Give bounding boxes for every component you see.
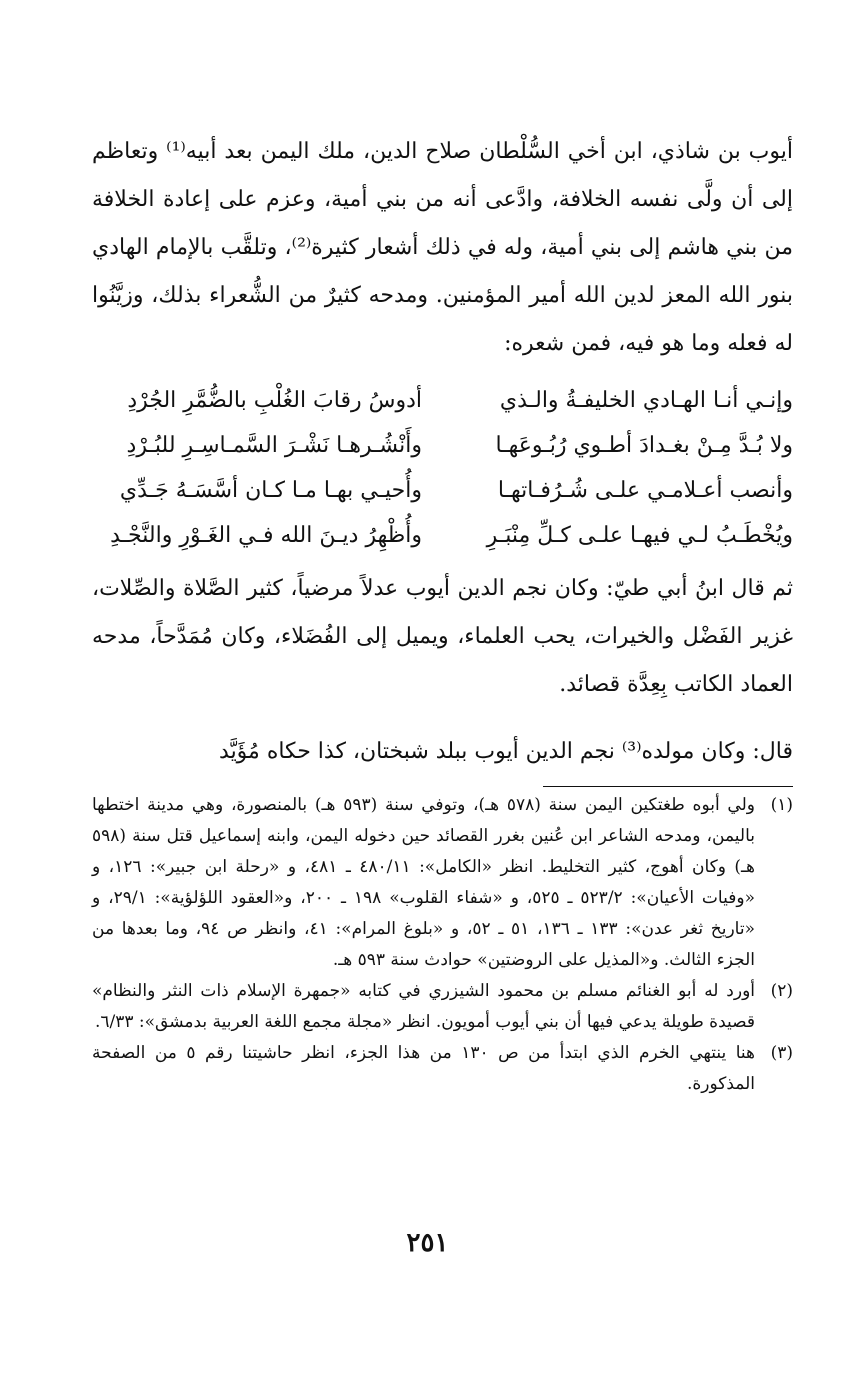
footnote-text: ولي أبوه طغتكين اليمن سنة (٥٧٨ هـ)، وتوفي سنة (٥٩٣ هـ) بالمنصورة، وهي مدينة اختطها باليمن، ومدحه الشاعر ابن عُنين بغرر القصائد حين دخوله اليمن، وابنه إسماعيل قتل سنة (٥٩٨ هـ) وكان أهوج، كثير التخليط. انظر «الكامل»: ٤٨٠/١١ ـ ٤٨١، و «رحلة ابن جبير»: ١٢٦، و «وفيات الأعيان»: ٥٢٣/٢ ـ ٥٢٥، و «شفاء القلوب» ١٩٨ ـ ٢٠٠، و«العقود اللؤلؤية»: ٢٩/١، و «تاريخ ثغر عدن»: ١٣٣ ـ ١٣٦، ٥١ ـ ٥٢، و «بلوغ المرام»: ٤١، وانظر ص ٩٤، وما بعدها من الجزء الثالث. و«المذيل على الروضتين» حوادث سنة ٥٩٣ هـ. [92, 795, 755, 970]
verse-line [92, 468, 793, 513]
footnote-number: (٣) [770, 1043, 793, 1063]
footnote-number: (٢) [770, 981, 793, 1001]
footnote-separator [543, 786, 793, 787]
body-paragraph-1: أيوب بن شاذي، ابن أخي السُّلْطان صلاح الدين، ملك اليمن بعد أبيه⁽¹⁾ وتعاظم إلى أن ولَّى نفسه الخلافة، وادَّعى أنه من بني أمية، وعزم على إعادة الخلافة من بني هاشم إلى بني أمية، وله في ذلك أشعار كثيرة⁽²⁾، وتلقَّب بالإمام الهادي بنور الله المعز لدين الله أمير المؤمنين. ومدحه كثيرٌ من الشُّعراء بذلك، وزيَّنُوا له فعله وما هو فيه، فمن شعره: [92, 139, 793, 356]
verse-first-hemistich: ولا بُـدَّ مِـنْ بغـدادَ أطـوي رُبُـوعَهـا [495, 433, 793, 458]
body-paragraph-3: قال: وكان مولده⁽³⁾ نجم الدين أيوب ببلد شبختان، كذا حكاه مُؤَيَّد [219, 739, 793, 764]
footnote-number: (١) [770, 795, 793, 815]
poem-verses [92, 378, 793, 558]
verse-first-hemistich: وأنصب أعـلامـي علـى شُـرُفـاتهـا [497, 478, 793, 503]
verse-line [92, 513, 793, 558]
verse-second-hemistich: أدوسُ رقابَ الغُلْبِ بالضُّمَّرِ الجُرْدِ [127, 388, 422, 413]
footnote [92, 976, 793, 1038]
verse-second-hemistich: وأُظْهِرُ ديـنَ الله فـي الغَـوْرِ والنَّجْـدِ [110, 523, 422, 548]
verse-line [92, 423, 793, 468]
verse-first-hemistich: وإنـي أنـا الهـادي الخليفـةُ والـذي [499, 388, 793, 413]
footnote-text: أورد له أبو الغنائم مسلم بن محمود الشيزري في كتابه «جمهرة الإسلام ذات النثر والنظام» قصيدة طويلة يدعي فيها أن بني أيوب أمويون. انظر «مجلة مجمع اللغة العربية بدمشق»: ٦/٣٣. [92, 981, 755, 1032]
footnote-text: هنا ينتهي الخرم الذي ابتدأ من ص ١٣٠ من هذا الجزء، انظر حاشيتنا رقم ٥ من الصفحة المذكورة. [92, 1043, 756, 1094]
verse-second-hemistich: وأُحيـي بهـا مـا كـان أسَّسَـهُ جَـدِّي [119, 478, 422, 503]
footnote [92, 1038, 793, 1100]
verse-second-hemistich: وأَنْشُـرهـا نَشْـرَ السَّمـاسِـرِ للبُـرْدِ [126, 433, 422, 458]
footnote [92, 790, 793, 976]
verse-line [92, 378, 793, 423]
footnotes [92, 790, 793, 1100]
body-paragraph-2: ثم قال ابنُ أبي طيّ: وكان نجم الدين أيوب عدلاً مرضياً، كثير الصَّلاة والصِّلات، غزير الفَضْل والخيرات، يحب العلماء، ويميل إلى الفُضَلاء، وكان مُمَدَّحاً، مدحه العماد الكاتب بِعِدَّة قصائد. [92, 576, 793, 697]
verse-first-hemistich: ويُخْطَـبُ لـي فيهـا علـى كـلِّ مِنْبَـرِ [486, 523, 793, 548]
page-number: ٢٥١ [406, 1228, 449, 1258]
